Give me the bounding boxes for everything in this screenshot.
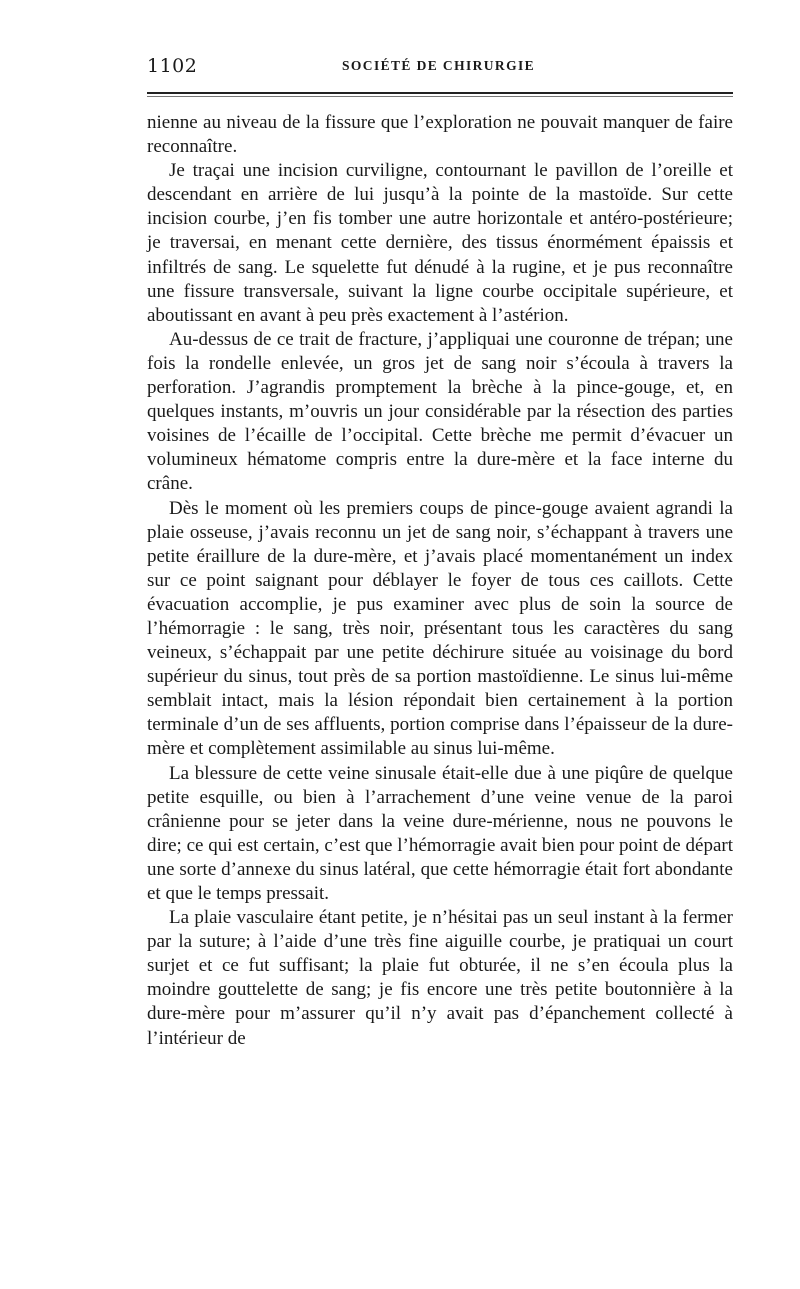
paragraph-suture: La plaie vasculaire étant petite, je n’hésitai pas un seul instant à la fermer par la suture; à l’aide d’une très fine aiguille courbe, je pratiquai un court surjet et ce fut suffisant; la plaie fut obturée, il ne s’en écoula plus la moindre gouttelette de sang; je fis encore une très petite boutonnière à la dure-mère pour m’assurer qu’il n’y avait pas d’épanchement collecté à l’intérieur de [147, 907, 733, 1049]
paragraph-trepanation: Au-dessus de ce trait de fracture, j’appliquai une couronne de trépan; une fois la rondelle enlevée, un gros jet de sang noir s’écoula à travers la perforation. J’agrandis promptement la brèche à la pince-gouge, et, en quelques instants, m’ouvris un jour considérable par la résection des parties voisines de l’écaille de l’occipital. Cette brèche me permit d’évacuer un volumineux hématome compris entre la dure-mère et la face interne du crâne. [147, 328, 733, 495]
page-number: 1102 [147, 55, 198, 77]
page-header [147, 55, 733, 85]
running-head: SOCIÉTÉ DE CHIRURGIE [342, 58, 536, 73]
header-rule [147, 92, 733, 94]
header-rule-thin [147, 96, 733, 97]
body-text [147, 111, 733, 1051]
paragraph-incision: Je traçai une incision curviligne, contournant le pavillon de l’oreille et descendant en arrière de lui jusqu’à la pointe de la mastoïde. Sur cette incision courbe, j’en fis tomber une autre horizontale et antéro-postérieure; je traversai, en menant cette dernière, des tissus énormément épaissis et infiltrés de sang. Le squelette fut dénudé à la rugine, et je pus reconnaître une fissure transversale, suivant la ligne courbe occipitale supérieure, et aboutissant en avant à peu près exactement à l’astérion. [147, 160, 733, 326]
paragraph-continued: nienne au niveau de la fissure que l’exploration ne pouvait manquer de faire reconnaître. [147, 112, 733, 158]
paragraph-sinus-vein: La blessure de cette veine sinusale était-elle due à une piqûre de quelque petite esquille, ou bien à l’arrachement d’une veine venue de la paroi crânienne pour se jeter dans la veine dure-mérienne, nous ne pouvons le dire; ce qui est certain, c’est que l’hémorragie avait bien pour point de départ une sorte d’annexe du sinus latéral, que cette hémorragie était fort abondante et que le temps pressait. [147, 762, 733, 904]
paragraph-hemorrhage-source: Dès le moment où les premiers coups de pince-gouge avaient agrandi la plaie osseuse, j’avais reconnu un jet de sang noir, s’échappant à travers une petite éraillure de la dure-mère, et j’avais placé momentanément un index sur ce point saignant pour déblayer le foyer de tous ces caillots. Cette évacuation accomplie, je pus examiner avec plus de soin la source de l’hémorragie : le sang, très noir, présentant tous les caractères du sang veineux, s’échappait par une petite déchirure située au voisinage du bord supérieur du sinus, tout près de sa portion mastoïdienne. Le sinus lui-même semblait intact, mais la lésion répondait bien certainement à la portion terminale d’un de ses affluents, portion comprise dans l’épaisseur de la dure-mère et complètement assimilable au sinus lui-même. [147, 497, 733, 760]
